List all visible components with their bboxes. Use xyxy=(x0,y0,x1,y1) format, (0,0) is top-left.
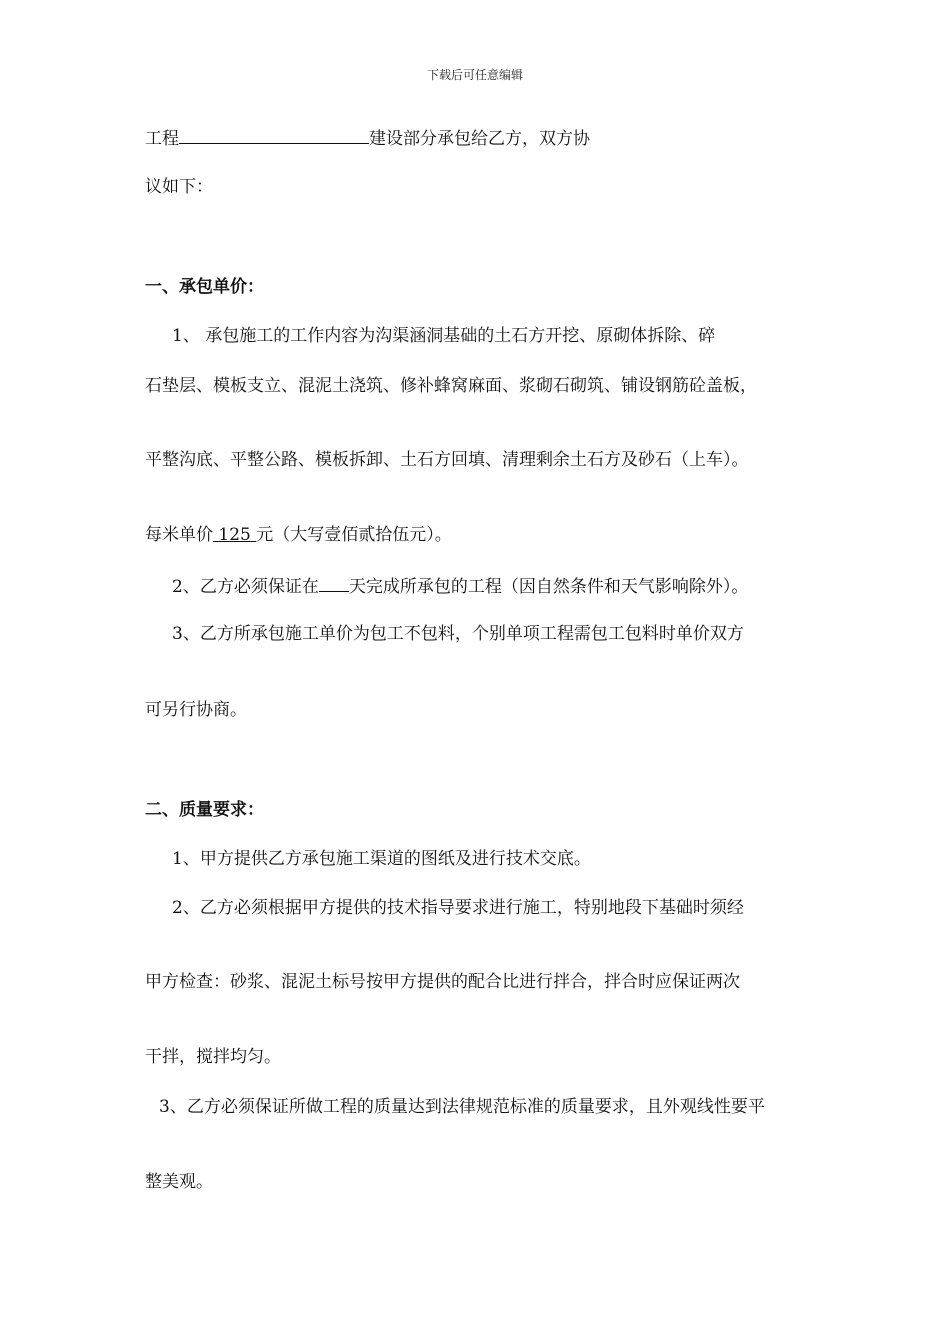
section-2-item-3-line-1: 3、乙方必须保证所做工程的质量达到法律规范标准的质量要求，且外观线性要平 xyxy=(159,1097,765,1117)
section-1-item-1-line-3: 平整沟底、平整公路、模板拆卸、土石方回填、清理剩余土石方及砂石（上车）。 xyxy=(145,450,749,470)
intro-prefix: 工程 xyxy=(145,129,179,149)
section-1-item-1-line-2: 石垫层、模板支立、混泥土浇筑、修补蜂窝麻面、浆砌石砌筑、铺设钢筋砼盖板， xyxy=(145,376,757,396)
section-1-item-2-suffix: 天完成所承包的工程（因自然条件和天气影响除外）。 xyxy=(348,577,749,597)
section-1-item-3-line-2: 可另行协商。 xyxy=(145,700,247,720)
section-2-item-2-line-1: 2、乙方必须根据甲方提供的技术指导要求进行施工，特别地段下基础时须经 xyxy=(172,898,744,918)
section-1-item-2-prefix: 2、乙方必须保证在 xyxy=(172,577,319,597)
header-note: 下载后可任意编辑 xyxy=(426,68,523,82)
section-2-item-2-line-3: 干拌，搅拌均匀。 xyxy=(145,1047,281,1067)
section-1-item-1-line-1: 1、 承包施工的工作内容为沟渠涵洞基础的土石方开挖、原砌体拆除、碎 xyxy=(172,326,716,346)
unit-price-value: 125 xyxy=(218,525,251,545)
unit-price-prefix: 每米单价 xyxy=(145,525,213,545)
intro-line-1 xyxy=(145,125,590,151)
unit-price-line xyxy=(145,523,452,547)
project-name-blank xyxy=(179,125,369,144)
section-2-item-3-line-2: 整美观。 xyxy=(145,1172,213,1192)
unit-price-suffix: 元（大写壹佰贰拾伍元）。 xyxy=(256,525,452,545)
intro-suffix: 建设部分承包给乙方，双方协 xyxy=(369,129,590,149)
section-1-title: 一、承包单价： xyxy=(145,277,264,297)
section-2-item-2-line-2: 甲方检查：砂浆、混泥土标号按甲方提供的配合比进行拌合，拌合时应保证两次 xyxy=(145,972,740,992)
section-2-item-1: 1、甲方提供乙方承包施工渠道的图纸及进行技术交底。 xyxy=(172,849,591,869)
section-1-item-2 xyxy=(172,573,748,599)
section-1-item-3-line-1: 3、乙方所承包施工单价为包工不包料，个别单项工程需包工包料时单价双方 xyxy=(172,624,744,644)
intro-line-2: 议如下： xyxy=(145,177,213,197)
days-blank xyxy=(319,573,349,592)
section-2-title: 二、质量要求： xyxy=(145,800,264,820)
